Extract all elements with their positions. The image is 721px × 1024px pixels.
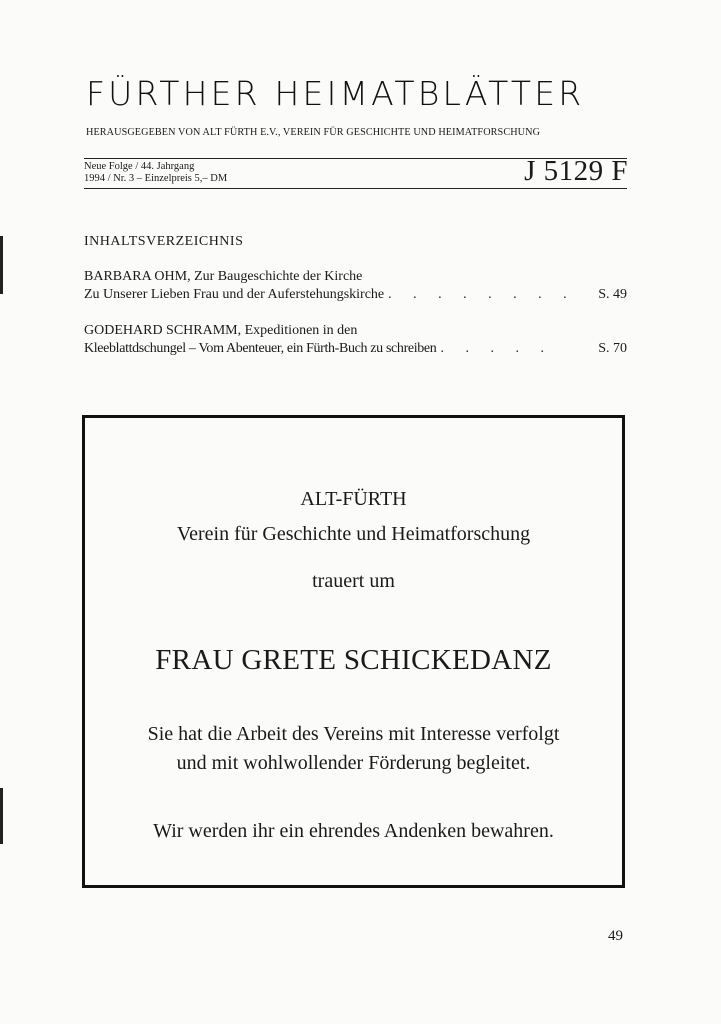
notice-text-line1: Sie hat die Arbeit des Vereins mit Interesse verfolgt [147, 723, 560, 745]
toc-entry-page: S. 70 [598, 341, 627, 356]
obituary-notice-box [82, 415, 625, 888]
toc-leader-dots: . . . . . . . . [388, 287, 576, 302]
header-rule-bottom [84, 188, 627, 189]
notice-text-line2: und mit wohlwollender Förderung begleitet. [176, 752, 531, 774]
toc-entry-author-title: GODEHARD SCHRAMM, Expeditionen in den [84, 323, 358, 338]
notice-org: ALT-FÜRTH [300, 488, 407, 510]
toc-entry-title-cont: Zu Unserer Lieben Frau und der Auferstehungskirche [84, 287, 385, 302]
notice-closing: Wir werden ihr ein ehrendes Andenken bewahren. [153, 820, 554, 842]
issue-price: 1994 / Nr. 3 – Einzelpreis 5,– DM [84, 173, 228, 184]
journal-title: FÜRTHER HEIMATBLÄTTER [86, 74, 585, 113]
toc-entry [84, 268, 627, 304]
toc-entry-author-title: BARBARA OHM, Zur Baugeschichte der Kirche [84, 269, 363, 284]
issue-series: Neue Folge / 44. Jahrgang [84, 161, 195, 172]
toc-entry-title-cont: Kleeblattdschungel – Vom Abenteuer, ein Fürth-Buch zu schreiben [84, 341, 437, 356]
deceased-name: FRAU GRETE SCHICKEDANZ [155, 644, 552, 676]
toc-entry-page: S. 49 [598, 287, 627, 302]
notice-org-subtitle: Verein für Geschichte und Heimatforschung [176, 523, 531, 545]
issue-info [84, 161, 227, 185]
toc-entry [84, 322, 627, 358]
notice-mourns: trauert um [312, 570, 395, 592]
toc-leader-dots: . . . . . [440, 341, 553, 356]
scan-edge-mark-top [0, 236, 3, 294]
publisher-line: HERAUSGEGEBEN VON ALT FÜRTH E.V., VEREIN FÜR GESCHICHTE UND HEIMATFORSCHUNG [86, 127, 541, 138]
page-number: 49 [608, 928, 623, 944]
scan-edge-mark-bottom [0, 788, 3, 844]
toc-heading: INHALTSVERZEICHNIS [84, 234, 244, 249]
issue-code: J 5129 F [524, 155, 628, 187]
